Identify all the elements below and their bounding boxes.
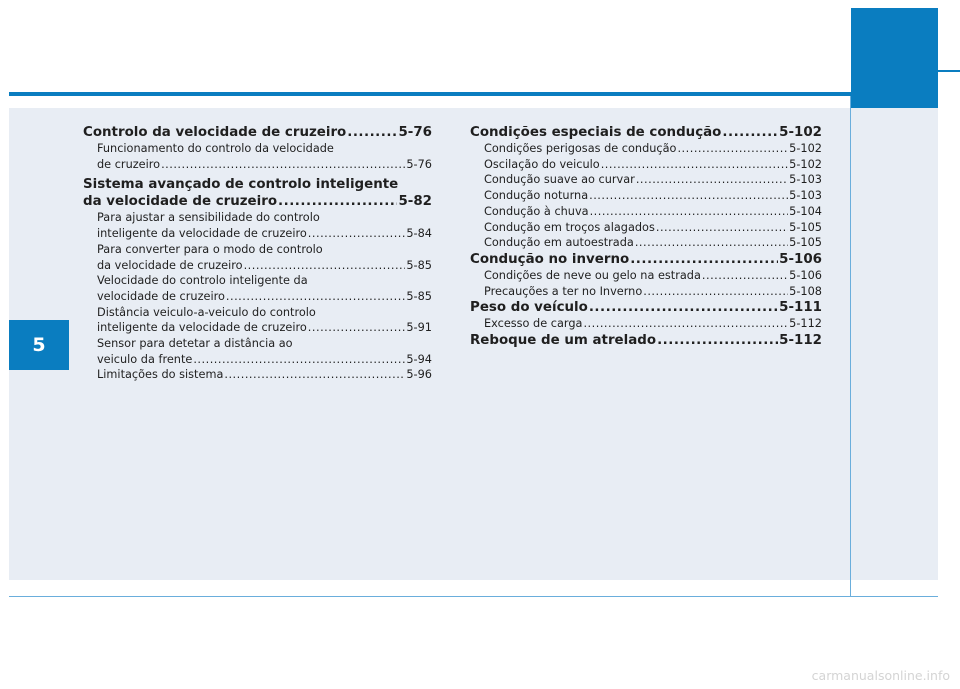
toc-entry-row [470,268,822,284]
dot-leader [583,316,788,332]
toc-entry-title: Controlo da velocidade de cruzeiro [83,125,347,140]
toc-entry-title: Condução no inverno [470,251,630,267]
toc-entry[interactable] [83,124,432,141]
toc-entry-row [470,172,822,188]
toc-entry-line: Velocidade do controlo inteligente da [97,274,308,288]
dot-leader [601,157,788,173]
dot-leader [677,141,788,157]
toc-entry-title: Reboque de um atrelado [470,333,657,349]
toc-page-number: 5-102 [789,142,822,155]
dot-leader [278,193,397,210]
toc-entry[interactable] [83,141,432,172]
toc-entry-line: Funcionamento do controlo da velocidade [97,142,334,155]
toc-entry[interactable] [470,157,822,173]
toc-entry-row [83,124,432,141]
toc-page-number: 5-76 [398,125,432,140]
toc-entry[interactable] [83,273,432,304]
toc-entry-title: Peso do veículo [470,300,588,316]
toc-entry-title: velocidade de cruzeiro [97,289,225,303]
toc-entry-row [470,299,822,316]
toc-page-number: 5-105 [789,220,822,234]
toc-entry-title: Condução suave ao curvar [484,173,635,187]
toc-entry-row [470,141,822,157]
toc-entry-row [470,332,822,349]
dot-leader [244,258,406,274]
dot-leader [657,332,778,349]
toc-entry-title: Excesso de carga [484,317,583,331]
toc-page-number: 5-102 [779,125,822,140]
toc-entry[interactable] [470,124,822,141]
toc-page-number: 5-103 [789,189,822,203]
toc-entry[interactable] [470,220,822,236]
dot-leader [630,251,778,268]
toc-entry[interactable] [83,367,432,383]
toc-entry-line: Para ajustar a sensibilidade do controlo [97,211,320,225]
toc-entry-row [470,157,822,173]
toc-entry-title: Condução em autoestrada [484,236,634,250]
toc-entry[interactable] [470,251,822,268]
toc-page-number: 5-106 [779,251,822,267]
toc-entry-title: Condições perigosas de condução [484,142,677,155]
chapter-tab: 5 [9,320,69,370]
toc-page-number: 5-94 [406,352,432,366]
toc-page-number: 5-111 [779,300,822,316]
toc-entry-row [470,124,822,141]
toc-entry-title: Condução à chuva [484,204,589,218]
toc-entry[interactable] [470,268,822,284]
toc-entry-title: da velocidade de cruzeiro [97,258,243,272]
toc-entry-row [83,226,432,242]
toc-entry[interactable] [470,299,822,316]
toc-entry-title: Condução em troços alagados [484,220,655,234]
toc-page-number: 5-106 [789,268,822,282]
dot-leader [589,299,778,316]
toc-entry[interactable] [470,284,822,300]
dot-leader [656,220,788,236]
toc-entry-row [83,320,432,336]
chapter-corner-block [851,8,938,108]
side-divider [850,96,851,596]
toc-entry-row [470,316,822,332]
dot-leader [193,352,405,368]
toc-entry-row [83,258,432,274]
toc-entry[interactable] [470,332,822,349]
dot-leader [636,172,788,188]
dot-leader [308,320,406,336]
toc-entry-row [83,367,432,383]
toc-entry-row [470,220,822,236]
toc-entry-row [470,204,822,220]
toc-entry[interactable] [83,210,432,241]
toc-entry-row [83,193,432,210]
toc-page-number: 5-85 [406,289,432,303]
toc-right-column [470,124,822,349]
toc-page-number: 5-85 [406,258,432,272]
toc-entry[interactable] [83,176,432,210]
dot-leader [635,235,788,251]
toc-entry-line: Sensor para detetar a distância ao [97,337,293,351]
toc-entry[interactable] [83,336,432,367]
toc-entry-row [83,289,432,305]
toc-page-number: 5-84 [406,227,432,241]
toc-entry-title: Limitações do sistema [97,368,224,382]
toc-entry-title: Oscilação do veiculo [484,157,600,171]
toc-page-number: 5-82 [398,194,432,210]
toc-left-column [83,124,432,383]
toc-entry-line: Para converter para o modo de controlo [97,242,323,256]
toc-entry-title: Condução noturna [484,189,589,203]
toc-page-number: 5-112 [789,317,822,331]
toc-entry-title: inteligente da velocidade de cruzeiro [97,321,307,335]
toc-entry[interactable] [83,305,432,336]
toc-entry-title: inteligente da velocidade de cruzeiro [97,227,307,241]
dot-leader [643,284,788,300]
top-rule-right [938,70,960,72]
toc-entry[interactable] [83,242,432,273]
toc-page-number: 5-91 [406,321,432,335]
toc-entry-title: da velocidade de cruzeiro [83,194,278,210]
toc-page-number: 5-112 [779,333,822,349]
dot-leader [722,124,778,141]
dot-leader [590,204,789,220]
toc-entry-row [470,284,822,300]
toc-entry[interactable] [470,172,822,188]
toc-page-number: 5-76 [406,157,432,171]
toc-page-number: 5-103 [789,173,822,187]
toc-entry-title: Condições de neve ou gelo na estrada [484,268,701,282]
toc-entry-line: Distância veiculo-a-veiculo do controlo [97,305,316,319]
toc-entry-title: veiculo da frente [97,352,193,366]
toc-entry[interactable] [470,204,822,220]
toc-entry-title: Condições especiais de condução [470,125,722,140]
toc-entry-row [83,352,432,368]
toc-entry[interactable] [470,141,822,157]
toc-page-number: 5-104 [789,204,822,218]
toc-page-number: 5-102 [789,157,822,171]
watermark: carmanualsonline.info [811,668,950,683]
top-rule [9,92,851,96]
toc-entry-title: Precauções a ter no Inverno [484,284,643,298]
bottom-rule [9,596,938,597]
dot-leader [226,289,405,305]
toc-entry-row [470,251,822,268]
toc-entry[interactable] [470,188,822,204]
toc-entry-title: de cruzeiro [97,157,161,171]
dot-leader [224,367,405,383]
toc-entry-row [470,235,822,251]
toc-page-number: 5-108 [789,284,822,298]
toc-page-number: 5-105 [789,236,822,250]
toc-entry-line: Sistema avançado de controlo inteligente [83,177,399,193]
dot-leader [161,157,405,173]
dot-leader [308,226,406,242]
toc-page-number: 5-96 [406,368,432,382]
toc-entry-row [83,157,432,173]
dot-leader [347,124,397,141]
dot-leader [702,268,788,284]
toc-entry[interactable] [470,316,822,332]
toc-entry[interactable] [470,235,822,251]
toc-entry-row [470,188,822,204]
dot-leader [589,188,788,204]
